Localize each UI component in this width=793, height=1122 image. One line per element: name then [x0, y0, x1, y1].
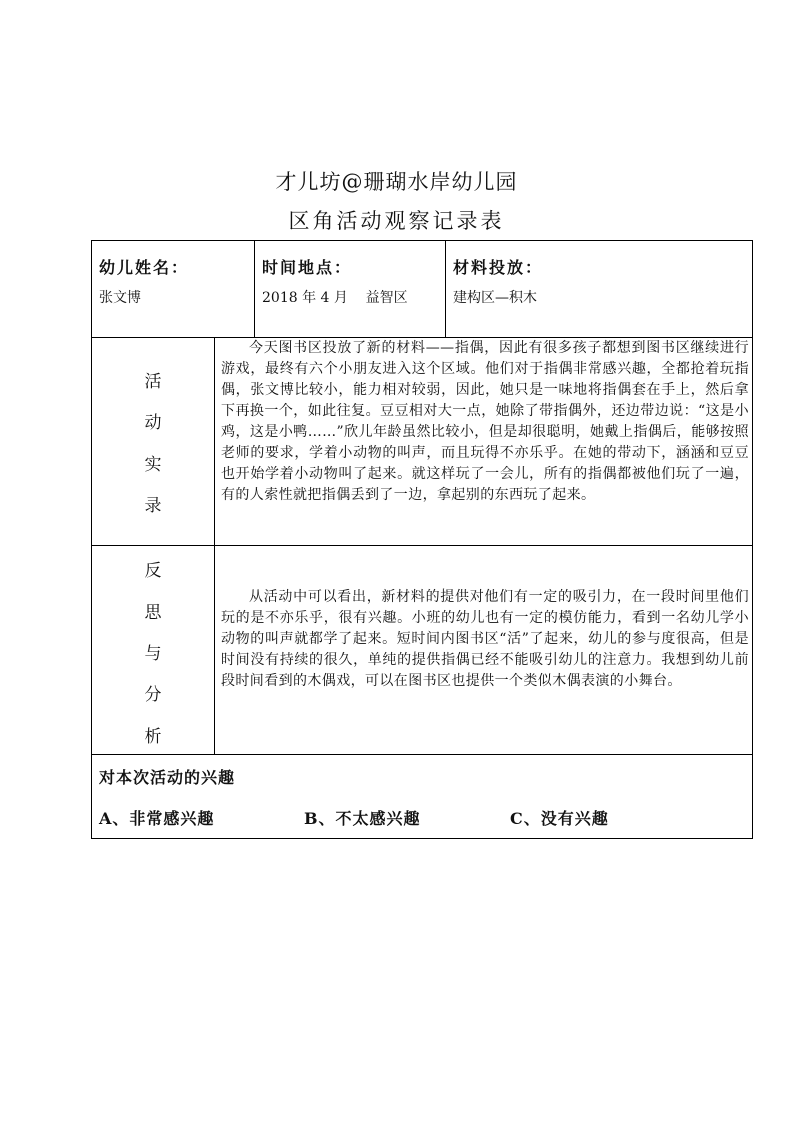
form-title: 区角活动观察记录表	[288, 209, 505, 233]
materials-value: 建构区—积木	[453, 290, 537, 306]
record-label-char: 活	[144, 372, 162, 392]
reflection-label-char: 与	[144, 644, 162, 664]
activity-record-text: 今天图书区投放了新的材料——指偶，因此有很多孩子都想到图书区继续进行游戏，最终有六个小朋友进入这个区域。他们对于指偶非常感兴趣，全都抢着玩指偶，张文博比较小，能力相对较弱，因此，她只是一味地将指偶套在手上，然后拿下再换一个，如此往复。豆豆相对大一点，她除了带指偶外，还边带边说：“这是小鸡，这是小鸭……”欣儿年龄虽然比较小，但是却很聪明，她戴上指偶后，能够按照老师的要求，学着小动物的叫声，而且玩得不亦乐乎。在她的带动下，涵涵和豆豆也开始学着小动物叫了起来。就这样玩了一会儿，所有的指偶都被他们玩了一遍，有的人索性就把指偶丢到了一边，拿起别的东西玩了起来。	[221, 340, 749, 503]
time-place-label: 时间地点：	[262, 258, 353, 277]
reflection-label-char: 析	[144, 727, 162, 747]
record-label-char: 实	[144, 455, 162, 475]
col-divider-label	[214, 337, 215, 755]
reflection-label-char: 思	[144, 603, 162, 623]
reflection-label-char: 反	[144, 561, 162, 581]
child-name-value: 张文博	[99, 290, 141, 306]
reflection-label-char: 分	[144, 685, 162, 705]
record-label-char: 动	[144, 413, 162, 433]
interest-option-c: C、没有兴趣	[510, 809, 609, 828]
record-table	[91, 240, 753, 839]
time-place-value: 2018 年 4 月 益智区	[262, 290, 408, 306]
interest-title: 对本次活动的兴趣	[99, 768, 236, 787]
col-divider-header-2	[445, 240, 446, 338]
school-name: 才儿坊@珊瑚水岸幼儿园	[275, 170, 518, 194]
interest-option-b: B、不太感兴趣	[304, 809, 421, 828]
row-divider-3	[91, 754, 753, 755]
interest-option-a: A、非常感兴趣	[99, 809, 215, 828]
row-divider-2	[91, 545, 753, 546]
materials-label: 材料投放：	[453, 258, 544, 277]
record-label-char: 录	[144, 496, 162, 516]
child-name-label: 幼儿姓名：	[99, 258, 190, 277]
col-divider-header-1	[254, 240, 255, 338]
reflection-text: 从活动中可以看出，新材料的提供对他们有一定的吸引力，在一段时间里他们玩的是不亦乐乎，很有兴趣。小班的幼儿也有一定的模仿能力，看到一名幼儿学小动物的叫声就都学了起来。短时间内图书区“活”了起来，幼儿的参与度很高，但是时间没有持续的很久，单纯的提供指偶已经不能吸引幼儿的注意力。我想到幼儿前段时间看到的木偶戏，可以在图书区也提供一个类似木偶表演的小舞台。	[221, 589, 749, 689]
